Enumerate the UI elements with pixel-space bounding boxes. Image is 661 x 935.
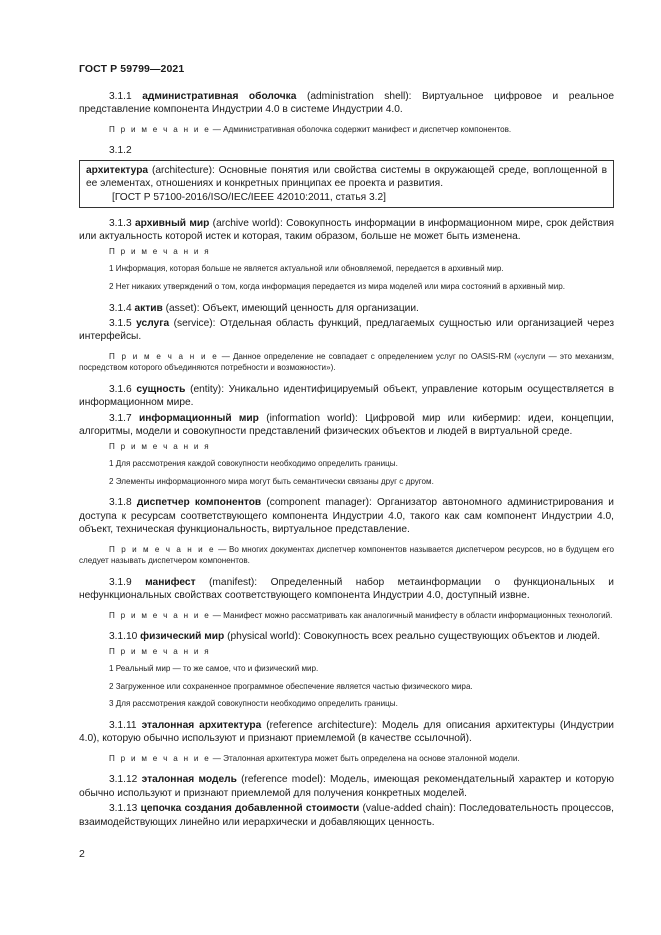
term-3-1-11 — [79, 719, 614, 746]
term-number: 3.1.4 — [109, 302, 132, 314]
term-number: 3.1.6 — [109, 384, 132, 396]
term-definition: (service): Отдельная область функций, предлагаемых сущностью или организацией через интерфейсы. — [79, 318, 614, 343]
notes-label: П р и м е ч а н и я — [109, 246, 211, 256]
term-definition: (entity): Уникально идентифицируемый объект, управление которым осуществляется в информационном мире. — [79, 384, 614, 409]
note-label: П р и м е ч а н и е — [109, 124, 211, 134]
term-definition: (manifest): Определенный набор метаинформации о функциональных и нефункциональных свойствах соответствующего компонента Индустрии 4.0, доступный извне. — [79, 576, 614, 602]
term-name: административная оболочка — [142, 91, 297, 102]
term-definition: (architecture): Основные понятия или свойства системы в окружающей среде, воплощенной в ее элементах, отношениях и конкретных принципах ее проекта и развития. — [86, 164, 607, 190]
term-name: манифест — [145, 576, 196, 588]
term-3-1-1 — [79, 90, 614, 117]
note-label: П р и м е ч а н и е — [109, 610, 211, 620]
term-number: 3.1.12 — [109, 774, 138, 786]
note-item: 1 Информация, которая больше не является актуальной или обновляемой, передается в архивный мир. — [109, 264, 504, 274]
term-3-1-6 — [79, 383, 614, 410]
term-3-1-4 — [79, 302, 614, 315]
term-3-1-5 — [79, 317, 614, 344]
note-3-1-8 — [79, 544, 614, 567]
note-3-1-1 — [79, 124, 614, 136]
term-name: актив — [134, 302, 163, 314]
term-number: 3.1.10 — [109, 631, 138, 643]
note-3-1-11 — [79, 753, 614, 765]
notes-label: П р и м е ч а н и я — [109, 646, 211, 656]
term-definition: (component manager): Организатор автономного администрирования и доступа к ресурсам соответствующего компонента Индустрии 4.0, такого как сам компонент Индустрии 4.0, объект, техническая функциональность, виртуальное представление. — [79, 497, 614, 536]
note-text: — Данное определение не совпадает с определением услуг по OASIS-RM («услуги — это механизм, посредством которого объединяются потребности и возможности»). — [79, 351, 614, 373]
term-name: физический мир — [140, 631, 225, 643]
term-number: 3.1.1 — [109, 91, 132, 102]
term-number: 3.1.8 — [109, 497, 132, 509]
term-3-1-7 — [79, 412, 614, 439]
term-definition: (asset): Объект, имеющий ценность для организации. — [162, 302, 419, 314]
document-body — [79, 90, 614, 831]
term-3-1-13 — [79, 802, 614, 829]
note-text: — Манифест можно рассматривать как аналогичный манифесту в области информационных технологий. — [210, 610, 613, 620]
term-source-reference: [ГОСТ Р 57100-2016/ISO/IEC/IEEE 42010:2011, статья 3.2] — [112, 191, 386, 203]
note-3-1-9 — [79, 610, 614, 622]
note-text: — Во многих документах диспетчер компонентов называется диспетчером ресурсов, но в будущем его следует называть диспетчером компонентов. — [79, 544, 614, 566]
term-number: 3.1.3 — [109, 218, 132, 230]
term-3-1-9 — [79, 576, 614, 603]
term-3-1-2 — [86, 164, 607, 191]
term-name: эталонная архитектура — [141, 720, 262, 732]
note-3-1-5 — [79, 351, 614, 374]
term-name: диспетчер компонентов — [136, 497, 262, 509]
term-name: архивный мир — [134, 218, 210, 230]
note-item: 2 Загруженное или сохраненное программное обеспечение является частью физического мира. — [109, 681, 473, 691]
term-name: сущность — [136, 384, 186, 396]
term-definition: (reference architecture): Модель для описания архитектуры (Индустрии 4.0), которую обычно используют и признают приемлемой (в качестве ссылочной). — [79, 720, 614, 745]
term-definition: (reference model): Модель, имеющая рекомендательный характер и которую обычно используют и признают приемлемой для получения конкретных моделей. — [79, 774, 614, 799]
note-label: П р и м е ч а н и е — [109, 351, 219, 361]
note-label: П р и м е ч а н и е — [109, 753, 211, 763]
note-text: — Административная оболочка содержит манифест и диспетчер компонентов. — [210, 124, 512, 134]
term-definition: (administration shell): Виртуальное цифровое и реальное представление компонента Индустрии 4.0 в системе Индустрии 4.0. — [79, 91, 614, 116]
term-number: 3.1.9 — [109, 576, 132, 588]
note-item: 1 Для рассмотрения каждой совокупности необходимо определить границы. — [109, 459, 398, 469]
term-definition: (value-added chain): Последовательность процессов, взаимодействующих линейно или иерархически и добавляющих ценность. — [79, 803, 614, 828]
term-name: информационный мир — [138, 412, 259, 424]
term-number: 3.1.5 — [109, 318, 132, 330]
term-number: 3.1.11 — [109, 720, 137, 732]
term-name: архитектура — [86, 164, 149, 176]
document-header: ГОСТ Р 59799—2021 — [79, 63, 185, 75]
term-definition: (physical world): Совокупность всех реально существующих объектов и людей. — [224, 631, 601, 643]
page-number: 2 — [79, 848, 85, 860]
boxed-term-3-1-2 — [79, 160, 614, 208]
note-text: — Эталонная архитектура может быть определена на основе эталонной модели. — [210, 753, 520, 763]
term-definition: (information world): Цифровой мир или кибермир: идеи, концепции, алгоритмы, модели и совокупности представлений физических объектов и людей в виртуальной среде. — [79, 412, 614, 438]
term-definition: (archive world): Совокупность информации в информационном мире, срок действия или актуальность которой истек и которая, таким образом, больше не может быть изменена. — [79, 218, 614, 243]
term-number: 3.1.7 — [109, 412, 132, 424]
term-name: цепочка создания добавленной стоимости — [140, 803, 360, 815]
note-item: 1 Реальный мир — то же самое, что и физический мир. — [109, 664, 319, 674]
term-3-1-8 — [79, 496, 614, 536]
notes-label: П р и м е ч а н и я — [109, 441, 211, 451]
term-name: услуга — [136, 318, 170, 330]
note-item: 3 Для рассмотрения каждой совокупности необходимо определить границы. — [109, 699, 398, 709]
term-3-1-12 — [79, 773, 614, 800]
note-item: 2 Нет никаких утверждений о том, когда информация передается из мира моделей или мира состояний в архивный мир. — [109, 282, 565, 292]
term-number-3-1-2: 3.1.2 — [109, 145, 132, 157]
term-3-1-10 — [79, 630, 614, 643]
term-number: 3.1.13 — [109, 803, 138, 815]
note-item: 2 Элементы информационного мира могут быть семантически связаны друг с другом. — [109, 476, 434, 486]
term-name: эталонная модель — [141, 774, 237, 786]
term-3-1-3 — [79, 217, 614, 244]
note-label: П р и м е ч а н и е — [109, 544, 216, 554]
